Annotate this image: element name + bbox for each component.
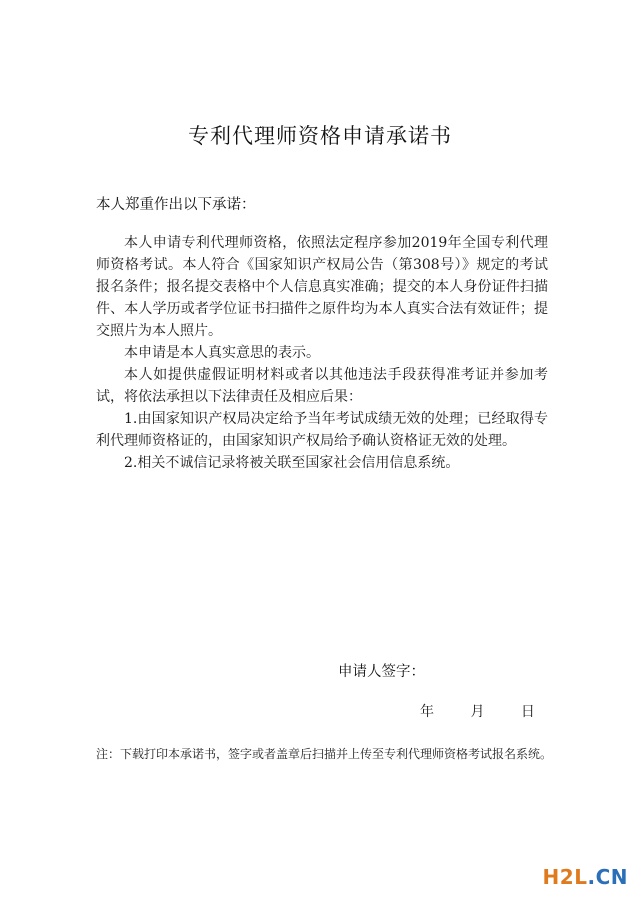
paragraph-liability: 本人如提供虚假证明材料或者以其他违法手段获得准考证并参加考试，将依法承担以下法律责任及相应后果： (96, 367, 548, 405)
document-title: 专利代理师资格申请承诺书 (188, 124, 452, 148)
paragraph-eligibility: 本人申请专利代理师资格，依照法定程序参加2019年全国专利代理师资格考试。本人符合《国家知识产权局公告（第308号）》规定的考试报名条件；报名提交表格中个人信息真实准确；提交的本人身份证件扫描件、本人学历或者学位证书扫描件之原件均为本人真实合法有效证件；提交照片为本人照片。 (96, 235, 548, 339)
watermark-dot: . (587, 865, 596, 889)
paragraph-genuine-intent: 本申请是本人真实意思的表示。 (124, 345, 320, 361)
date-year-label: 年 (420, 704, 434, 720)
paragraph-consequence-1: 1.由国家知识产权局决定给予当年考试成绩无效的处理；已经取得专利代理师资格证的，由国家知识产权局给予确认资格证无效的处理。 (96, 411, 548, 449)
h2l-watermark-logo (543, 865, 628, 889)
pledge-body (96, 232, 548, 474)
watermark-2: 2 (559, 865, 575, 889)
pledge-intro: 本人郑重作出以下承诺： (96, 197, 256, 213)
signature-label: 申请人签字： (338, 664, 425, 680)
watermark-h: H (542, 865, 560, 889)
date-day-label: 日 (520, 704, 535, 720)
paragraph-consequence-2: 2.相关不诚信记录将被关联至国家社会信用信息系统。 (124, 455, 460, 471)
footnote: 注：下载打印本承诺书，签字或者盖章后扫描并上传至专利代理师资格考试报名系统。 (96, 747, 553, 761)
date-month-label: 月 (470, 704, 485, 720)
watermark-cn: CN (595, 865, 628, 889)
watermark-l: L (574, 865, 588, 889)
date-line (420, 701, 535, 721)
